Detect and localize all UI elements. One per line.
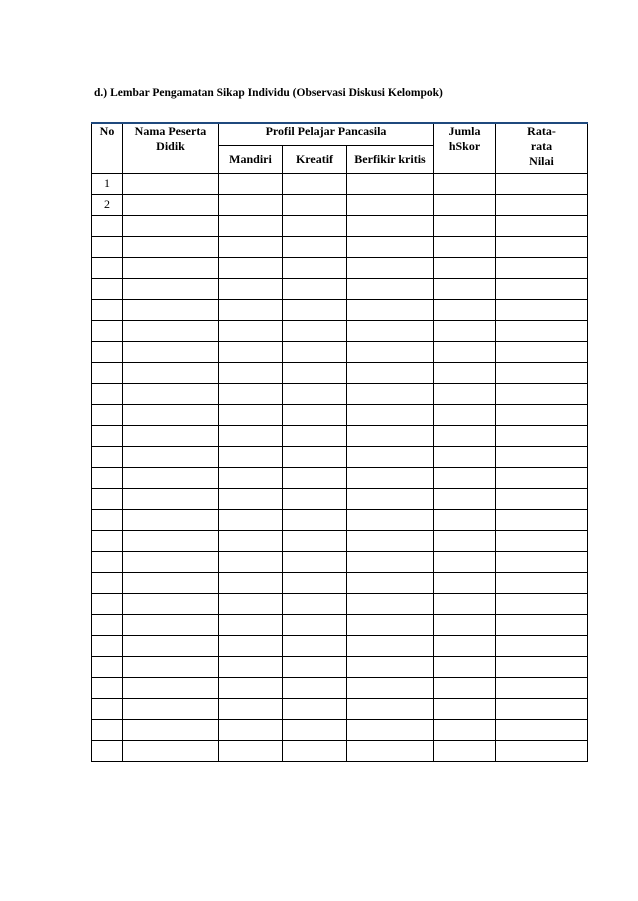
row-number-cell	[92, 593, 123, 614]
table-cell	[496, 404, 588, 425]
table-row	[92, 383, 588, 404]
row-number-cell	[92, 656, 123, 677]
table-cell	[496, 446, 588, 467]
table-cell	[219, 488, 283, 509]
table-cell	[434, 719, 496, 740]
table-cell	[219, 320, 283, 341]
row-number-cell	[92, 446, 123, 467]
table-cell	[434, 257, 496, 278]
row-number-cell	[92, 404, 123, 425]
table-cell	[434, 635, 496, 656]
table-row	[92, 551, 588, 572]
table-cell	[123, 509, 219, 530]
table-cell	[123, 740, 219, 761]
table-cell	[219, 194, 283, 215]
table-cell	[434, 677, 496, 698]
table-cell	[123, 614, 219, 635]
header-profil-pelajar-pancasila: Profil Pelajar Pancasila	[219, 123, 434, 145]
table-cell	[123, 383, 219, 404]
table-row	[92, 236, 588, 257]
row-number-cell	[92, 320, 123, 341]
table-cell	[283, 530, 347, 551]
table-cell	[283, 278, 347, 299]
row-number-cell	[92, 509, 123, 530]
table-cell	[347, 299, 434, 320]
table-row	[92, 488, 588, 509]
table-cell	[496, 740, 588, 761]
table-row	[92, 740, 588, 761]
table-cell	[496, 278, 588, 299]
row-number-cell	[92, 215, 123, 236]
table-cell	[283, 509, 347, 530]
table-cell	[283, 341, 347, 362]
table-cell	[283, 719, 347, 740]
table-cell	[347, 530, 434, 551]
table-cell	[496, 509, 588, 530]
table-cell	[123, 320, 219, 341]
table-cell	[123, 404, 219, 425]
table-cell	[219, 383, 283, 404]
table-cell	[123, 194, 219, 215]
table-row	[92, 530, 588, 551]
table-cell	[283, 740, 347, 761]
table-cell	[123, 257, 219, 278]
table-cell	[283, 383, 347, 404]
table-cell	[347, 488, 434, 509]
table-cell	[123, 425, 219, 446]
table-cell	[434, 698, 496, 719]
table-cell	[434, 593, 496, 614]
table-cell	[496, 572, 588, 593]
table-cell	[434, 173, 496, 194]
row-number-cell	[92, 257, 123, 278]
header-berfikir-kritis: Berfikir kritis	[347, 145, 434, 173]
table-cell	[123, 656, 219, 677]
table-row	[92, 194, 588, 215]
table-cell	[123, 635, 219, 656]
table-cell	[219, 341, 283, 362]
table-cell	[496, 635, 588, 656]
table-row	[92, 173, 588, 194]
table-cell	[283, 425, 347, 446]
table-cell	[283, 698, 347, 719]
table-cell	[496, 236, 588, 257]
table-cell	[123, 488, 219, 509]
table-row	[92, 635, 588, 656]
table-cell	[347, 572, 434, 593]
table-cell	[347, 236, 434, 257]
table-cell	[496, 320, 588, 341]
table-cell	[283, 677, 347, 698]
section-marker: d.)	[94, 87, 108, 99]
table-cell	[219, 257, 283, 278]
table-row	[92, 341, 588, 362]
table-cell	[496, 383, 588, 404]
table-cell	[219, 698, 283, 719]
table-cell	[283, 173, 347, 194]
table-row	[92, 446, 588, 467]
table-cell	[347, 614, 434, 635]
table-cell	[347, 257, 434, 278]
table-cell	[219, 215, 283, 236]
table-cell	[347, 467, 434, 488]
table-cell	[496, 656, 588, 677]
table-cell	[434, 614, 496, 635]
table-cell	[347, 698, 434, 719]
header-nama-label: Nama Peserta Didik	[134, 124, 207, 153]
row-number-cell	[92, 299, 123, 320]
table-cell	[219, 551, 283, 572]
table-cell	[219, 299, 283, 320]
table-row	[92, 509, 588, 530]
table-cell	[219, 173, 283, 194]
table-cell	[496, 173, 588, 194]
table-cell	[347, 173, 434, 194]
table-cell	[219, 719, 283, 740]
table-cell	[347, 719, 434, 740]
row-number-cell	[92, 677, 123, 698]
row-number-cell	[92, 551, 123, 572]
table-cell	[123, 530, 219, 551]
table-row	[92, 320, 588, 341]
header-jumlah-skor	[434, 123, 496, 173]
table-cell	[123, 173, 219, 194]
table-cell	[496, 362, 588, 383]
section-title: Lembar Pengamatan Sikap Individu (Observasi Diskusi Kelompok)	[110, 87, 443, 99]
header-jumlah-label: Jumla hSkor	[448, 124, 481, 153]
table-cell	[496, 530, 588, 551]
table-cell	[123, 593, 219, 614]
table-cell	[434, 278, 496, 299]
table-cell	[219, 278, 283, 299]
row-number-cell	[92, 740, 123, 761]
table-cell	[496, 698, 588, 719]
row-number-cell	[92, 719, 123, 740]
table-row	[92, 425, 588, 446]
row-number-cell	[92, 698, 123, 719]
row-number-cell	[92, 425, 123, 446]
table-body	[92, 173, 588, 761]
table-row	[92, 362, 588, 383]
table-cell	[219, 362, 283, 383]
table-cell	[347, 383, 434, 404]
table-cell	[434, 383, 496, 404]
table-cell	[496, 467, 588, 488]
table-cell	[496, 215, 588, 236]
table-cell	[347, 215, 434, 236]
table-cell	[496, 593, 588, 614]
table-cell	[434, 194, 496, 215]
table-cell	[123, 278, 219, 299]
table-cell	[219, 614, 283, 635]
table-cell	[496, 257, 588, 278]
table-cell	[496, 299, 588, 320]
table-cell	[496, 194, 588, 215]
table-cell	[434, 509, 496, 530]
table-cell	[123, 215, 219, 236]
table-cell	[123, 299, 219, 320]
table-cell	[283, 635, 347, 656]
table-cell	[283, 614, 347, 635]
table-cell	[219, 530, 283, 551]
table-cell	[219, 740, 283, 761]
table-cell	[347, 740, 434, 761]
table-cell	[123, 341, 219, 362]
table-cell	[283, 656, 347, 677]
row-number-cell	[92, 635, 123, 656]
table-cell	[283, 446, 347, 467]
table-cell	[347, 362, 434, 383]
table-cell	[123, 446, 219, 467]
table-cell	[123, 236, 219, 257]
row-number-cell	[92, 530, 123, 551]
section-heading	[94, 87, 443, 99]
row-number-cell	[92, 614, 123, 635]
table-cell	[347, 425, 434, 446]
table-cell	[123, 467, 219, 488]
row-number-cell	[92, 236, 123, 257]
table-cell	[283, 236, 347, 257]
table-row	[92, 593, 588, 614]
table-cell	[219, 593, 283, 614]
row-number-cell	[92, 467, 123, 488]
table-row	[92, 677, 588, 698]
table-cell	[219, 509, 283, 530]
table-cell	[434, 530, 496, 551]
row-number-cell	[92, 341, 123, 362]
table-cell	[434, 572, 496, 593]
table-cell	[219, 635, 283, 656]
table-cell	[347, 551, 434, 572]
table-cell	[434, 740, 496, 761]
row-number-cell	[92, 488, 123, 509]
table-row	[92, 404, 588, 425]
table-cell	[283, 593, 347, 614]
table-cell	[347, 635, 434, 656]
table-cell	[219, 572, 283, 593]
table-cell	[219, 446, 283, 467]
table-cell	[283, 257, 347, 278]
row-number-cell	[92, 278, 123, 299]
row-number-cell	[92, 572, 123, 593]
row-number-cell: 1	[92, 173, 123, 194]
table-cell	[347, 656, 434, 677]
table-cell	[496, 488, 588, 509]
observation-table	[91, 122, 588, 762]
table-cell	[283, 320, 347, 341]
table-cell	[434, 656, 496, 677]
table-cell	[123, 677, 219, 698]
table-cell	[283, 572, 347, 593]
table-row	[92, 467, 588, 488]
table-cell	[283, 299, 347, 320]
table-cell	[283, 551, 347, 572]
table-cell	[434, 551, 496, 572]
table-cell	[219, 236, 283, 257]
table-cell	[496, 551, 588, 572]
header-mandiri: Mandiri	[219, 145, 283, 173]
table-cell	[219, 467, 283, 488]
table-cell	[347, 593, 434, 614]
table-cell	[123, 698, 219, 719]
table-cell	[123, 551, 219, 572]
table-cell	[283, 488, 347, 509]
table-cell	[496, 719, 588, 740]
table-row	[92, 698, 588, 719]
table-cell	[283, 215, 347, 236]
table-row	[92, 215, 588, 236]
table-cell	[347, 194, 434, 215]
table-row	[92, 257, 588, 278]
table-cell	[434, 236, 496, 257]
header-rata-rata-nilai	[496, 123, 588, 173]
table-row	[92, 278, 588, 299]
table-cell	[434, 320, 496, 341]
table-cell	[283, 467, 347, 488]
table-cell	[496, 425, 588, 446]
table-cell	[496, 614, 588, 635]
table-cell	[434, 299, 496, 320]
table-cell	[347, 320, 434, 341]
header-no: No	[92, 123, 123, 173]
table-cell	[219, 656, 283, 677]
table-row	[92, 299, 588, 320]
table-row	[92, 614, 588, 635]
table-cell	[434, 215, 496, 236]
table-cell	[219, 677, 283, 698]
table-cell	[434, 362, 496, 383]
table-cell	[123, 572, 219, 593]
table-cell	[347, 278, 434, 299]
table-cell	[347, 677, 434, 698]
table-cell	[347, 509, 434, 530]
table-cell	[347, 404, 434, 425]
table-cell	[219, 425, 283, 446]
header-nama-peserta-didik	[123, 123, 219, 173]
row-number-cell	[92, 383, 123, 404]
header-kreatif: Kreatif	[283, 145, 347, 173]
table-cell	[434, 425, 496, 446]
table-cell	[434, 446, 496, 467]
table-cell	[496, 341, 588, 362]
table-cell	[123, 362, 219, 383]
table-row	[92, 719, 588, 740]
table-row	[92, 656, 588, 677]
row-number-cell: 2	[92, 194, 123, 215]
table-cell	[123, 719, 219, 740]
table-cell	[347, 341, 434, 362]
table-cell	[219, 404, 283, 425]
table-cell	[496, 677, 588, 698]
table-cell	[283, 194, 347, 215]
table-cell	[434, 488, 496, 509]
header-rata-label: Rata- rata Nilai	[527, 124, 556, 168]
row-number-cell	[92, 362, 123, 383]
table-cell	[347, 446, 434, 467]
table-cell	[434, 404, 496, 425]
table-row	[92, 572, 588, 593]
table-cell	[283, 404, 347, 425]
table-cell	[434, 467, 496, 488]
table-cell	[434, 341, 496, 362]
table-cell	[283, 362, 347, 383]
